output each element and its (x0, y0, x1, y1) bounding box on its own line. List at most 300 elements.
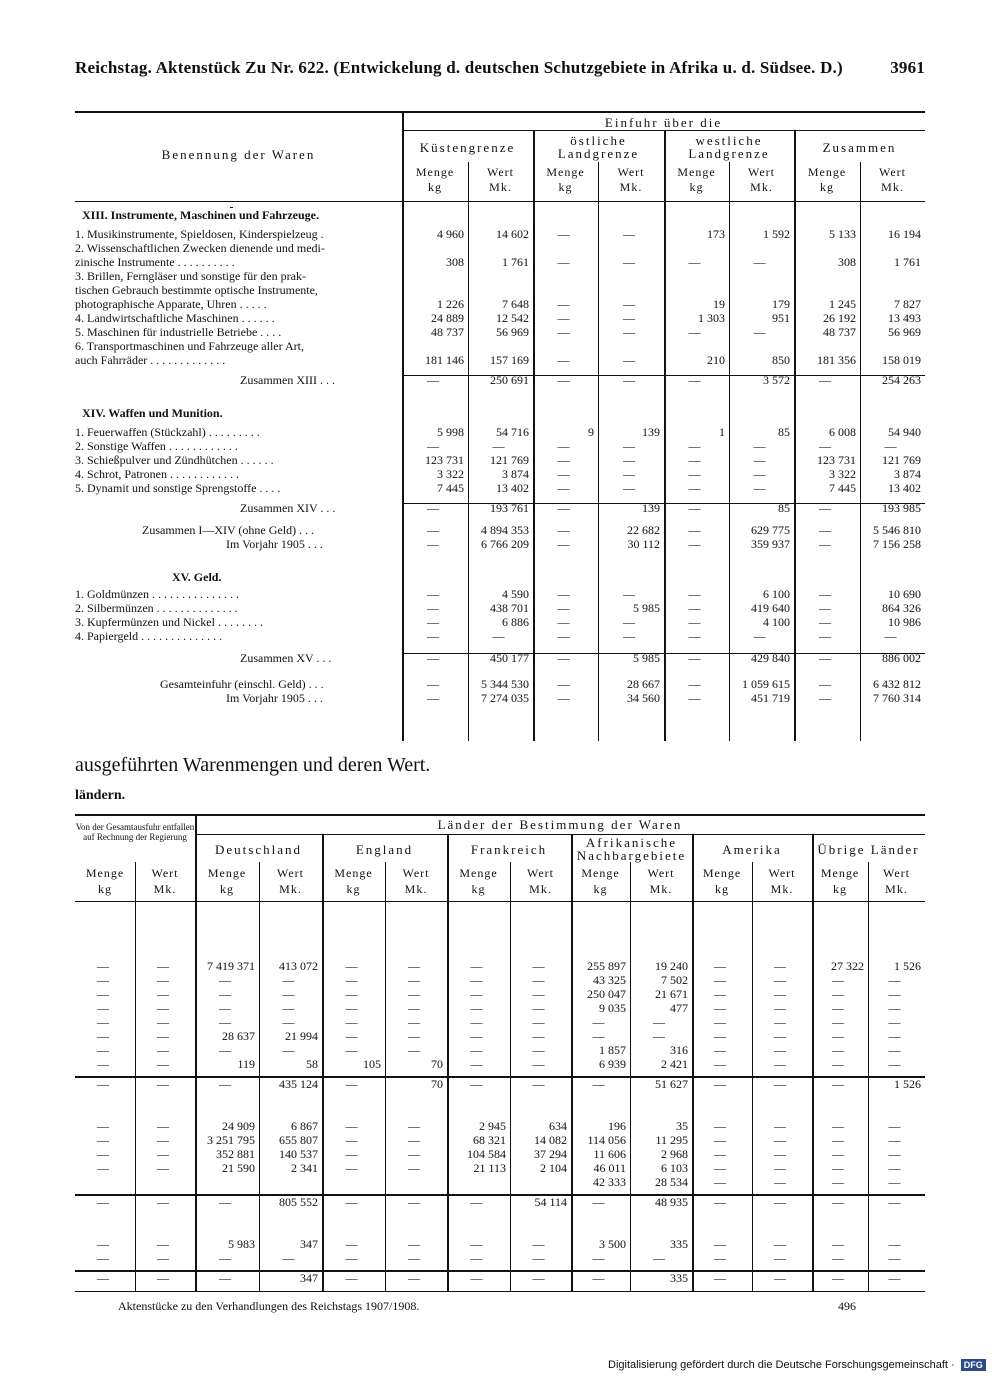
cell-value: 2 104 (540, 1161, 567, 1175)
cell-value: — (492, 629, 505, 643)
cell-value: — (282, 1001, 295, 1015)
cell-value: — (714, 959, 726, 973)
cell-value: 3 322 (829, 467, 856, 481)
cell-value: 54 114 (534, 1195, 567, 1209)
cell-value: 104 584 (467, 1147, 506, 1161)
cell-value: — (688, 439, 701, 453)
cell-value: — (888, 973, 901, 987)
cell-value: 250 047 (587, 987, 626, 1001)
wert-header: Wert (402, 866, 430, 880)
cell-value: — (888, 1237, 901, 1251)
cell-value: — (219, 1251, 231, 1265)
cell-value: 181 356 (817, 353, 856, 367)
cell-value: — (470, 1195, 483, 1209)
cell-value: 5 546 810 (873, 523, 921, 537)
cell-value: — (714, 1147, 726, 1161)
cell-value: — (653, 1015, 665, 1029)
cell-value: 1 761 (502, 255, 529, 269)
cell-value: — (97, 1057, 109, 1071)
cell-value: 121 769 (490, 453, 529, 467)
row-label: 4. Schrot, Patronen . . . . . . . . . . . . (75, 467, 239, 481)
cell-value: — (219, 1015, 231, 1029)
row-label: auch Fahrräder . . . . . . . . . . . . . (75, 353, 226, 367)
cell-value: — (774, 1133, 786, 1147)
cell-value: — (688, 691, 701, 705)
cell-value: — (774, 1077, 786, 1091)
cell-value: — (532, 1015, 545, 1029)
group-header-1: östliche Landgrenze (557, 133, 640, 161)
digitization-text: Digitalisierung gefördert durch die Deutsche Forschungsgemeinschaft (608, 1359, 948, 1371)
cell-value: 121 769 (882, 453, 921, 467)
cell-value: — (219, 1195, 231, 1209)
menge-header: Menge (581, 866, 620, 880)
cell-value: — (345, 987, 358, 1001)
cell-value: 48 935 (655, 1195, 688, 1209)
cell-value: 3 251 795 (207, 1133, 255, 1147)
cell-value: 335 (670, 1271, 688, 1285)
cell-value: — (714, 1133, 726, 1147)
cell-value: — (623, 373, 635, 387)
cell-value: 438 701 (490, 601, 529, 615)
cell-value: 21 590 (222, 1161, 255, 1175)
wert-header: Wert (747, 165, 776, 179)
cell-value: — (219, 1271, 231, 1285)
cell-value: 1 857 (599, 1043, 626, 1057)
cell-value: — (714, 1029, 726, 1043)
cell-value: 10 690 (888, 587, 921, 601)
cell-value: 1 761 (894, 255, 921, 269)
cell-value: — (774, 1251, 786, 1265)
cell-value: — (470, 1001, 483, 1015)
menge-header: Menge (207, 866, 247, 880)
row-label: 2. Silbermünzen . . . . . . . . . . . . . . (75, 601, 238, 615)
cell-value: — (219, 987, 231, 1001)
cell-value: — (427, 439, 439, 453)
cell-value: — (157, 1195, 169, 1209)
cell-value: 85 (778, 501, 790, 515)
cell-value: — (774, 973, 786, 987)
cell-value: 886 002 (882, 651, 921, 665)
menge-header: Menge (85, 866, 125, 880)
cell-value: — (157, 1119, 169, 1133)
cell-value: — (219, 1001, 231, 1015)
cell-value: — (819, 587, 831, 601)
cell-value: — (714, 973, 726, 987)
cell-value: — (470, 959, 483, 973)
cell-value: — (282, 1043, 295, 1057)
cell-value: — (408, 1001, 420, 1015)
page-number: 3961 (890, 58, 925, 77)
cell-value: 6 103 (661, 1161, 688, 1175)
cell-value: — (714, 1161, 726, 1175)
cell-value: 105 (363, 1057, 381, 1071)
menge-header: Menge (820, 866, 860, 880)
gov-share-header: Von der Gesamtausfuhr entfallen auf Rechnung der Regierung (75, 822, 195, 842)
cell-value: — (532, 1043, 545, 1057)
cell-value: 30 112 (627, 537, 660, 551)
cell-value: — (470, 1015, 483, 1029)
cell-value: — (774, 1119, 786, 1133)
cell-value: 634 (549, 1119, 567, 1133)
cell-value: — (714, 1057, 726, 1071)
cell-value: 37 294 (534, 1147, 567, 1161)
cell-value: 5 985 (633, 651, 660, 665)
wert-header: Wert (878, 165, 907, 179)
cell-value: — (832, 1015, 844, 1029)
cell-value: — (557, 601, 570, 615)
dest-group-1: England (355, 842, 414, 857)
cell-value: — (97, 1161, 109, 1175)
cell-value: — (532, 1271, 545, 1285)
cell-value: — (592, 1271, 605, 1285)
wert-header: Wert (486, 165, 515, 179)
cell-value: — (557, 481, 570, 495)
cell-value: — (408, 973, 420, 987)
cell-value: — (557, 467, 570, 481)
cell-value: — (832, 1175, 844, 1189)
cell-value: 359 937 (751, 537, 790, 551)
cell-value: 158 019 (882, 353, 921, 367)
footer-text: Aktenstücke zu den Verhandlungen des Reichstags 1907/1908. (118, 1299, 420, 1313)
top-table-rule (75, 111, 925, 113)
cell-value: — (774, 1029, 786, 1043)
kg-header: kg (833, 882, 847, 896)
cell-value: — (832, 1237, 844, 1251)
wert-header: Wert (151, 866, 179, 880)
menge-header: Menge (546, 165, 585, 179)
cell-value: 308 (838, 255, 856, 269)
import-group-header: Einfuhr über die (604, 115, 723, 130)
cell-value: 210 (707, 353, 725, 367)
cell-value: — (557, 629, 570, 643)
cell-value: — (832, 987, 844, 1001)
kg-header: kg (558, 180, 573, 194)
cell-value: — (623, 629, 635, 643)
cell-value: 951 (772, 311, 790, 325)
cell-value: — (97, 973, 109, 987)
cell-value: 1 592 (763, 227, 790, 241)
cell-value: — (157, 1161, 169, 1175)
lower-col-rule (630, 862, 631, 1291)
cell-value: 6 432 812 (873, 677, 921, 691)
cell-value: — (774, 1043, 786, 1057)
dest-group-0: Deutschland (215, 842, 302, 857)
cell-value: — (532, 1057, 545, 1071)
cell-value: 2 945 (479, 1119, 506, 1133)
cell-value: — (282, 987, 295, 1001)
cell-value: — (653, 1251, 665, 1265)
cell-value: — (688, 601, 701, 615)
cell-value: — (557, 453, 570, 467)
row-label: 2. Wissenschaftlichen Zwecken dienende und medi- (75, 241, 325, 255)
cell-value: 173 (707, 227, 725, 241)
cell-value: — (888, 1057, 901, 1071)
cell-value: — (557, 691, 570, 705)
footer-number: 496 (838, 1299, 856, 1313)
cell-value: 5 133 (829, 227, 856, 241)
cell-value: 6 886 (502, 615, 529, 629)
cell-value: — (832, 1057, 844, 1071)
dfg-logo: DFG (961, 1359, 986, 1371)
wert-header: Wert (526, 866, 555, 880)
cell-value: — (832, 1271, 844, 1285)
cell-value: — (345, 1043, 358, 1057)
cell-value: — (345, 1001, 358, 1015)
cell-value: — (888, 987, 901, 1001)
cell-value: 21 994 (285, 1029, 318, 1043)
cell-value: — (774, 1161, 786, 1175)
cell-value: — (832, 1077, 844, 1091)
cell-value: — (157, 1271, 169, 1285)
cell-value: — (753, 255, 766, 269)
cell-value: — (888, 1119, 901, 1133)
cell-value: 157 169 (490, 353, 529, 367)
dest-group-5: Übrige Länder (817, 842, 920, 857)
cell-value: — (774, 1147, 786, 1161)
cell-value: — (888, 1001, 901, 1015)
lower-col-rule (868, 862, 869, 1291)
cell-value: 250 691 (490, 373, 529, 387)
cell-value: 450 177 (490, 651, 529, 665)
group-header-3: Zusammen (822, 140, 897, 155)
dest-group-3: Afrikanische Nachbargebiete (576, 835, 687, 863)
cell-value: 181 146 (425, 353, 464, 367)
cell-value: — (557, 353, 570, 367)
row-label: 2. Sonstige Waffen . . . . . . . . . . . . (75, 439, 238, 453)
mk-header: Mk. (770, 882, 794, 896)
cell-value: 196 (608, 1119, 626, 1133)
cell-value: — (714, 1043, 726, 1057)
cell-value: — (157, 1043, 169, 1057)
cell-value: — (470, 1043, 483, 1057)
cell-value: 1 (719, 425, 725, 439)
cell-value: — (592, 1015, 605, 1029)
cell-value: 114 056 (587, 1133, 626, 1147)
cell-value: 629 775 (751, 523, 790, 537)
cell-value: — (532, 1237, 545, 1251)
cell-value: — (688, 373, 701, 387)
cell-value: — (408, 1043, 420, 1057)
cell-value: — (557, 651, 570, 665)
cell-value: 805 552 (279, 1195, 318, 1209)
wert-header: Wert (882, 866, 911, 880)
cell-value: — (832, 1001, 844, 1015)
cell-value: — (832, 1119, 844, 1133)
kg-header: kg (428, 180, 442, 194)
cell-value: — (427, 691, 439, 705)
menge-header: Menge (807, 165, 847, 179)
cell-value: — (623, 453, 635, 467)
lower-bottom-rule (75, 1291, 925, 1292)
cell-value: 1 526 (894, 959, 921, 973)
cell-value: 139 (642, 501, 660, 515)
cell-value: — (345, 1161, 358, 1175)
cell-value: — (819, 691, 831, 705)
cell-value: 6 867 (291, 1119, 318, 1133)
cell-value: — (623, 587, 635, 601)
cell-value: 11 606 (593, 1147, 626, 1161)
lower-col-rule (752, 862, 753, 1291)
cell-value: 193 761 (490, 501, 529, 515)
cell-value: — (832, 973, 844, 987)
cell-value: — (557, 587, 570, 601)
cell-value: 48 737 (823, 325, 856, 339)
cell-value: — (888, 1015, 901, 1029)
cell-value: — (97, 959, 109, 973)
section-heading: XIII. Instrumente, Maschinen und Fahrzeuge. (82, 208, 320, 222)
cell-value: — (592, 1029, 605, 1043)
cell-value: — (592, 1077, 605, 1091)
cell-value: 6 100 (763, 587, 790, 601)
cell-value: 28 667 (627, 677, 660, 691)
page-header (75, 58, 925, 78)
cell-value: — (774, 959, 786, 973)
mk-header: Mk. (279, 882, 302, 896)
cell-value: 3 322 (437, 467, 464, 481)
cell-value: 655 807 (279, 1133, 318, 1147)
cell-value: 4 100 (763, 615, 790, 629)
cell-value: 477 (670, 1001, 688, 1015)
cell-value: 68 321 (473, 1133, 506, 1147)
cell-value: — (557, 439, 570, 453)
cell-value: 3 874 (894, 467, 921, 481)
cell-value: 5 985 (633, 601, 660, 615)
cell-value: — (592, 1251, 605, 1265)
cell-value: — (219, 973, 231, 987)
cell-value: 51 627 (655, 1077, 688, 1091)
mk-header: Mk. (529, 882, 552, 896)
cell-value: — (532, 1251, 545, 1265)
mk-header: Mk. (619, 180, 643, 194)
cell-value: — (557, 677, 570, 691)
cell-value: 316 (670, 1043, 688, 1057)
cell-value: 7 502 (661, 973, 688, 987)
section-heading: XV. Geld. (172, 570, 222, 584)
cell-value: — (888, 1175, 901, 1189)
cell-value: — (408, 1237, 420, 1251)
row-label: Im Vorjahr 1905 . . . (226, 537, 323, 551)
cell-value: 9 035 (599, 1001, 626, 1015)
lower-subtitle: ländern. (75, 788, 126, 803)
cell-value: 864 326 (882, 601, 921, 615)
cell-value: — (345, 1029, 358, 1043)
cell-value: 24 889 (431, 311, 464, 325)
cell-value: — (714, 1175, 726, 1189)
cell-value: — (832, 1251, 844, 1265)
cell-value: — (832, 1195, 844, 1209)
cell-value: — (427, 373, 439, 387)
cell-value: — (884, 629, 897, 643)
cell-value: — (157, 1057, 169, 1071)
cell-value: — (157, 1001, 169, 1015)
cell-value: 2 341 (291, 1161, 318, 1175)
row-label: tischen Gebrauch bestimmte optische Instrumente, (75, 283, 318, 297)
cell-value: — (532, 959, 545, 973)
mk-header: Mk. (153, 882, 177, 896)
row-label: 5. Dynamit und sonstige Sprengstoffe . . . . (75, 481, 281, 495)
cell-value: 850 (772, 353, 790, 367)
cell-value: — (832, 1043, 844, 1057)
lower-col-rule (135, 862, 136, 1291)
cell-value: 7 445 (829, 481, 856, 495)
cell-value: — (884, 439, 897, 453)
lower-col-rule (510, 862, 511, 1291)
mk-header: Mk. (649, 882, 673, 896)
cell-value: — (819, 601, 831, 615)
cell-value: 14 602 (496, 227, 529, 241)
cell-value: — (427, 615, 439, 629)
cell-value: — (408, 1161, 420, 1175)
cell-value: 21 671 (655, 987, 688, 1001)
cell-value: — (688, 523, 701, 537)
group-header-2: westliche Landgrenze (688, 133, 770, 161)
cell-value: 7 760 314 (873, 691, 921, 705)
cell-value: 13 493 (888, 311, 921, 325)
cell-value: — (774, 1057, 786, 1071)
cell-value: — (427, 601, 439, 615)
cell-value: 255 897 (587, 959, 626, 973)
cell-value: — (157, 1029, 169, 1043)
cell-value: — (408, 1271, 420, 1285)
cell-value: 7 827 (894, 297, 921, 311)
row-label: 3. Schießpulver und Zündhütchen . . . . . . (75, 453, 274, 467)
cell-value: 7 445 (437, 481, 464, 495)
cell-value: — (623, 481, 635, 495)
cell-value: — (470, 1029, 483, 1043)
cell-value: 28 637 (222, 1029, 255, 1043)
cell-value: 11 295 (655, 1133, 688, 1147)
cell-value: — (427, 629, 439, 643)
cell-value: — (688, 651, 701, 665)
cell-value: — (832, 1133, 844, 1147)
lower-table-rule (75, 814, 925, 816)
cell-value: — (819, 523, 831, 537)
cell-value: — (97, 1195, 109, 1209)
cell-value: — (819, 629, 831, 643)
cell-value: 123 731 (425, 453, 464, 467)
mk-header: Mk. (885, 882, 908, 896)
kg-header: kg (98, 882, 112, 896)
cell-value: — (557, 615, 570, 629)
cell-value: — (97, 1271, 109, 1285)
cell-value: — (774, 1195, 786, 1209)
dest-group-2: Frankreich (470, 842, 548, 857)
kg-header: kg (715, 882, 729, 896)
cell-value: 179 (772, 297, 790, 311)
cell-value: 13 402 (496, 481, 529, 495)
lower-header-bottom-rule (75, 901, 925, 902)
cell-value: — (345, 1195, 358, 1209)
cell-value: — (819, 651, 831, 665)
kg-header: kg (593, 882, 608, 896)
cell-value: — (97, 1077, 109, 1091)
cell-value: 12 542 (496, 311, 529, 325)
cell-value: — (408, 1147, 420, 1161)
cell-value: — (427, 677, 439, 691)
cell-value: 70 (431, 1077, 443, 1091)
cell-value: — (97, 1015, 109, 1029)
cell-value: — (623, 255, 635, 269)
cell-value: — (345, 1119, 358, 1133)
cell-value: 24 909 (222, 1119, 255, 1133)
cell-value: — (688, 325, 701, 339)
cell-value: 119 (237, 1057, 255, 1071)
kg-header: kg (820, 180, 834, 194)
cell-value: 1 226 (437, 297, 464, 311)
cell-value: — (714, 1077, 726, 1091)
mk-header: Mk. (489, 180, 512, 194)
cell-value: — (345, 973, 358, 987)
